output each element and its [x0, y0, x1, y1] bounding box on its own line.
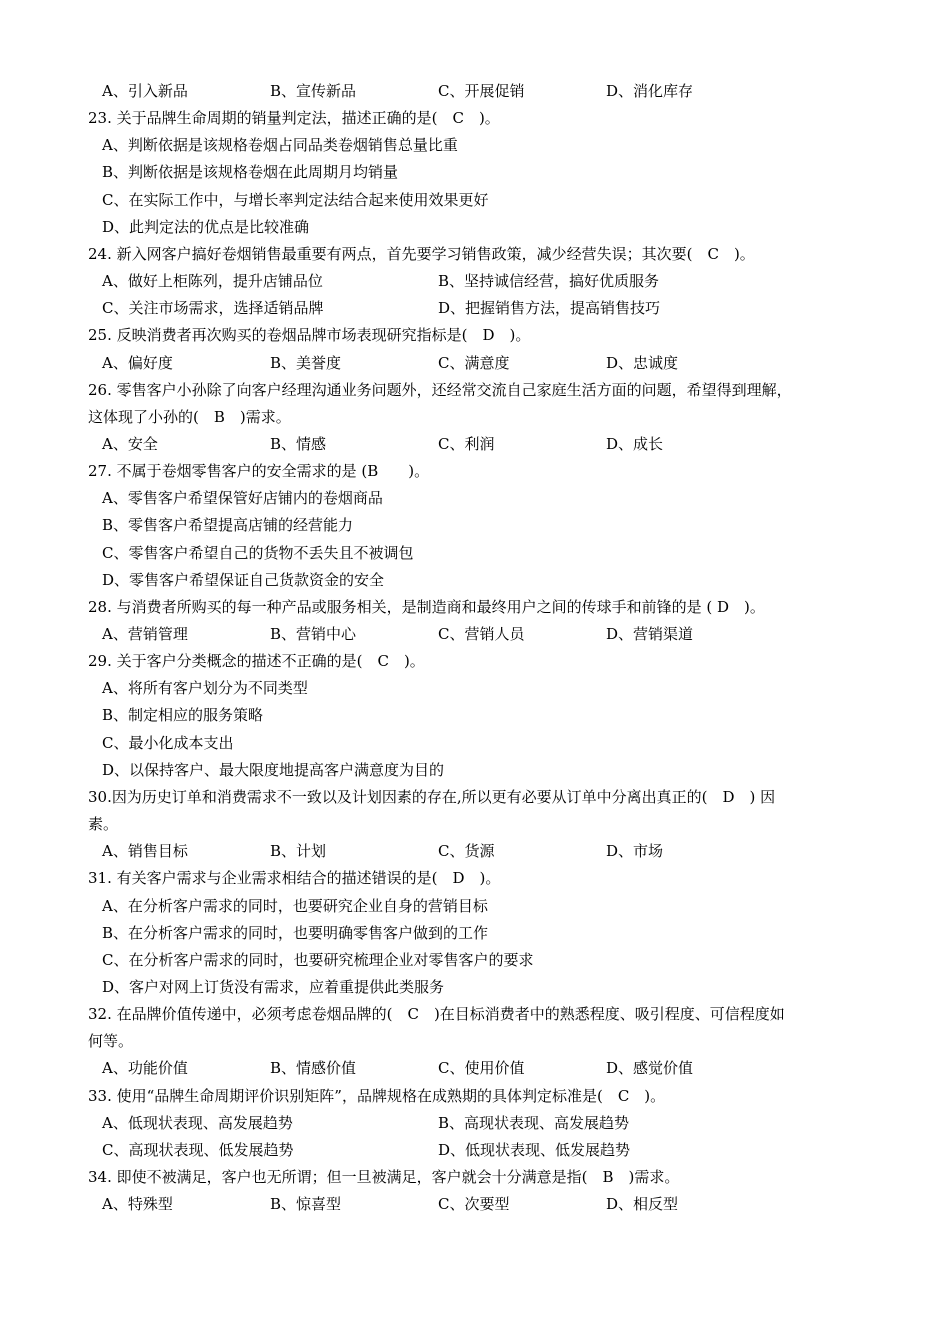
- option-line: A、判断依据是该规格卷烟占同品类卷烟销售总量比重: [102, 136, 458, 155]
- option-row: [102, 1137, 892, 1164]
- option-line: D、以保持客户、最大限度地提高客户满意度为目的: [102, 760, 445, 779]
- option-a: C、高现状表现、低发展趋势: [102, 1140, 294, 1159]
- option-d: D、相反型: [606, 1195, 679, 1214]
- option-c: C、满意度: [438, 353, 510, 372]
- option-row: [102, 350, 892, 377]
- option-b: D、把握销售方法，提高销售技巧: [438, 299, 661, 318]
- option-a: C、关注市场需求，选择适销品牌: [102, 299, 324, 318]
- option-line: C、在分析客户需求的同时，也要研究梳理企业对零售客户的要求: [102, 950, 534, 969]
- option-line: C、最小化成本支出: [102, 733, 234, 752]
- option-line: D、此判定法的优点是比较准确: [102, 217, 310, 236]
- option-c: C、使用价值: [438, 1059, 525, 1078]
- option-a: A、低现状表现、高发展趋势: [102, 1113, 293, 1132]
- option-line: A、在分析客户需求的同时，也要研究企业自身的营销目标: [102, 896, 488, 915]
- option-d: D、忠诚度: [606, 353, 679, 372]
- option-line: C、在实际工作中，与增长率判定法结合起来使用效果更好: [102, 190, 489, 209]
- option-a: A、安全: [102, 434, 158, 453]
- option-b: B、情感价值: [270, 1059, 357, 1078]
- option-a: A、销售目标: [102, 842, 188, 861]
- option-a: A、引入新品: [102, 82, 188, 100]
- option-b: B、美誉度: [270, 353, 342, 372]
- question-text: 素。: [88, 815, 119, 834]
- question-text: 28. 与消费者所购买的每一种产品或服务相关，是制造商和最终用户之间的传球手和前锋的是 ( D )。: [88, 597, 765, 616]
- option-row: [102, 78, 892, 105]
- option-c: C、开展促销: [438, 82, 525, 100]
- option-d: D、感觉价值: [606, 1059, 694, 1078]
- question-text: 26. 零售客户小孙除了向客户经理沟通业务问题外，还经常交流自己家庭生活方面的问题，希望得到理解，: [88, 380, 792, 399]
- option-c: C、营销人员: [438, 625, 525, 643]
- option-d: D、消化库存: [606, 82, 694, 100]
- option-c: C、次要型: [438, 1195, 510, 1214]
- question-text: 这体现了小孙的( B )需求。: [88, 407, 291, 426]
- question-text: 32. 在品牌价值传递中，必须考虑卷烟品牌的( C )在目标消费者中的熟悉程度、吸引程度、可信程度如: [88, 1005, 785, 1024]
- question-text: 33. 使用“品牌生命周期评价识别矩阵”，品牌规格在成熟期的具体判定标准是( C )。: [88, 1086, 666, 1105]
- option-b: B、宣传新品: [270, 82, 357, 100]
- option-line: B、制定相应的服务策略: [102, 706, 264, 725]
- option-row: [102, 1110, 892, 1137]
- option-b: B、计划: [270, 842, 327, 861]
- option-d: D、成长: [606, 434, 664, 453]
- question-text: 29. 关于客户分类概念的描述不正确的是( C )。: [88, 652, 425, 671]
- option-row: [102, 268, 892, 295]
- option-a: A、营销管理: [102, 625, 188, 643]
- option-b: B、情感: [270, 434, 327, 453]
- question-text: 31. 有关客户需求与企业需求相结合的描述错误的是( D )。: [88, 869, 501, 888]
- option-b: B、惊喜型: [270, 1195, 342, 1214]
- option-a: A、特殊型: [102, 1195, 173, 1214]
- option-b: B、高现状表现、高发展趋势: [438, 1113, 630, 1132]
- option-row: [102, 1055, 892, 1082]
- option-b: B、坚持诚信经营，搞好优质服务: [438, 272, 660, 291]
- question-text: 27. 不属于卷烟零售客户的安全需求的是 (B )。: [88, 462, 430, 481]
- option-b: D、低现状表现、低发展趋势: [438, 1140, 631, 1159]
- option-a: A、功能价值: [102, 1059, 188, 1078]
- option-line: B、在分析客户需求的同时，也要明确零售客户做到的工作: [102, 923, 489, 942]
- option-row: [102, 838, 892, 865]
- question-text: 23. 关于品牌生命周期的销量判定法，描述正确的是( C )。: [88, 109, 500, 128]
- option-line: B、零售客户希望提高店铺的经营能力: [102, 516, 354, 535]
- option-line: B、判断依据是该规格卷烟在此周期月均销量: [102, 163, 399, 182]
- option-line: D、客户对网上订货没有需求，应着重提供此类服务: [102, 977, 445, 996]
- option-d: D、市场: [606, 842, 664, 861]
- option-row: [102, 621, 892, 648]
- question-text: 25. 反映消费者再次购买的卷烟品牌市场表现研究指标是( D )。: [88, 326, 531, 345]
- option-a: A、做好上柜陈列，提升店铺品位: [102, 272, 323, 291]
- option-line: A、将所有客户划分为不同类型: [102, 679, 308, 698]
- option-row: [102, 1191, 892, 1218]
- option-c: C、货源: [438, 842, 495, 861]
- option-d: D、营销渠道: [606, 625, 694, 643]
- question-text: 24. 新入网客户搞好卷烟销售最重要有两点，首先要学习销售政策，减少经营失误；其次要( C )。: [88, 244, 755, 263]
- option-b: B、营销中心: [270, 625, 357, 643]
- option-line: A、零售客户希望保管好店铺内的卷烟商品: [102, 489, 383, 508]
- question-text: 何等。: [88, 1032, 134, 1051]
- option-row: [102, 431, 892, 458]
- option-line: C、零售客户希望自己的货物不丢失且不被调包: [102, 543, 414, 562]
- question-text: 34. 即使不被满足，客户也无所谓；但一旦被满足，客户就会十分满意是指( B )需求。: [88, 1168, 680, 1186]
- option-a: A、偏好度: [102, 353, 173, 372]
- option-row: [102, 295, 892, 322]
- question-text: 30.因为历史订单和消费需求不一致以及计划因素的存在,所以更有必要从订单中分离出真正的( D ) 因: [88, 787, 776, 806]
- option-c: C、利润: [438, 434, 495, 453]
- option-line: D、零售客户希望保证自己货款资金的安全: [102, 570, 385, 589]
